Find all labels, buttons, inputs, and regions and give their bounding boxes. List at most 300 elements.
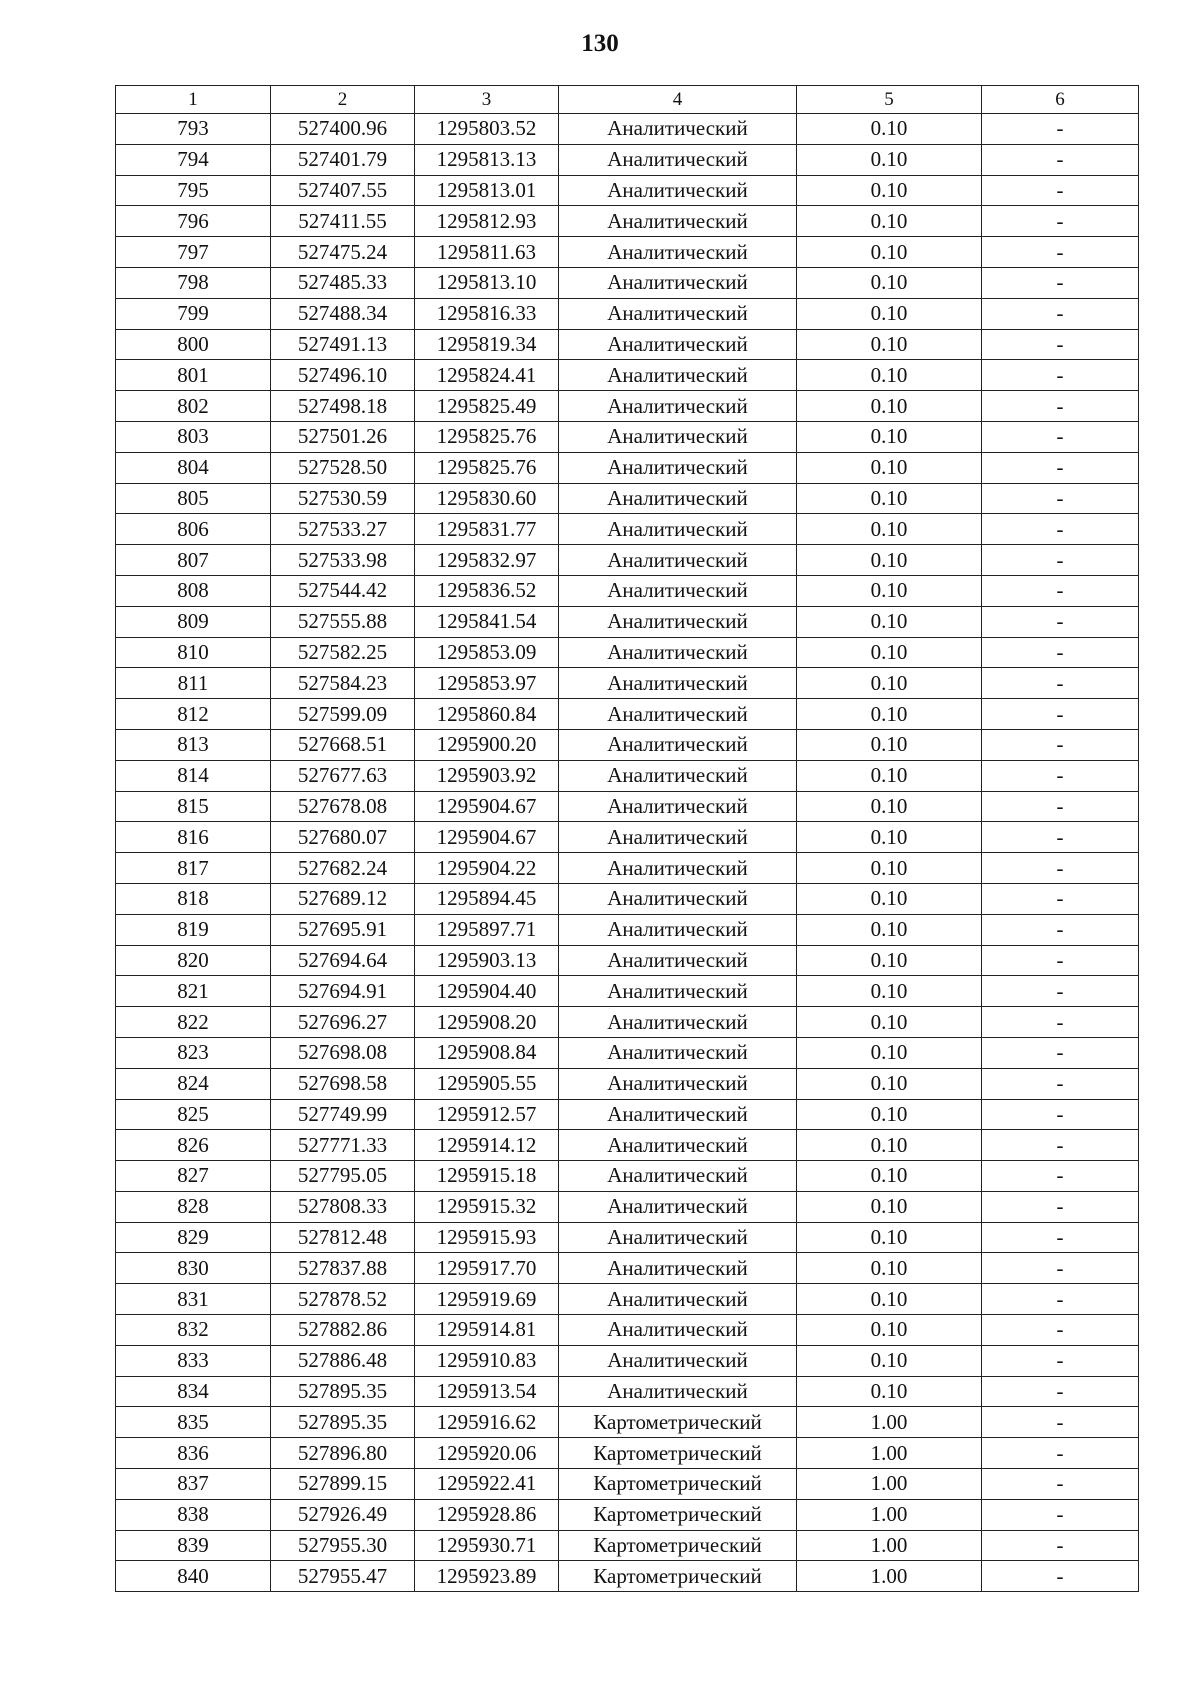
table-row bbox=[116, 114, 1139, 145]
note-cell: - bbox=[982, 1068, 1139, 1099]
method-cell: Аналитический bbox=[559, 668, 797, 699]
column-header: 2 bbox=[271, 86, 415, 114]
accuracy-cell: 0.10 bbox=[797, 1130, 982, 1161]
table-row bbox=[116, 853, 1139, 884]
method-cell: Картометрический bbox=[559, 1561, 797, 1592]
x-coordinate-cell: 527680.07 bbox=[271, 822, 415, 853]
table-row bbox=[116, 1253, 1139, 1284]
note-cell: - bbox=[982, 945, 1139, 976]
point-number-cell: 839 bbox=[116, 1530, 271, 1561]
note-cell: - bbox=[982, 1007, 1139, 1038]
x-coordinate-cell: 527837.88 bbox=[271, 1253, 415, 1284]
point-number-cell: 800 bbox=[116, 329, 271, 360]
table-row bbox=[116, 545, 1139, 576]
table-row bbox=[116, 791, 1139, 822]
y-coordinate-cell: 1295816.33 bbox=[415, 298, 559, 329]
table-row bbox=[116, 1037, 1139, 1068]
y-coordinate-cell: 1295894.45 bbox=[415, 883, 559, 914]
column-header: 5 bbox=[797, 86, 982, 114]
method-cell: Аналитический bbox=[559, 1099, 797, 1130]
x-coordinate-cell: 527895.35 bbox=[271, 1407, 415, 1438]
table-row bbox=[116, 1161, 1139, 1192]
point-number-cell: 805 bbox=[116, 483, 271, 514]
note-cell: - bbox=[982, 606, 1139, 637]
point-number-cell: 833 bbox=[116, 1345, 271, 1376]
y-coordinate-cell: 1295930.71 bbox=[415, 1530, 559, 1561]
point-number-cell: 817 bbox=[116, 853, 271, 884]
y-coordinate-cell: 1295914.12 bbox=[415, 1130, 559, 1161]
point-number-cell: 836 bbox=[116, 1438, 271, 1469]
point-number-cell: 804 bbox=[116, 452, 271, 483]
table-row bbox=[116, 1438, 1139, 1469]
table-row bbox=[116, 1284, 1139, 1315]
table-row bbox=[116, 976, 1139, 1007]
y-coordinate-cell: 1295912.57 bbox=[415, 1099, 559, 1130]
method-cell: Аналитический bbox=[559, 391, 797, 422]
point-number-cell: 821 bbox=[116, 976, 271, 1007]
y-coordinate-cell: 1295811.63 bbox=[415, 237, 559, 268]
point-number-cell: 806 bbox=[116, 514, 271, 545]
table-row bbox=[116, 729, 1139, 760]
accuracy-cell: 0.10 bbox=[797, 1161, 982, 1192]
y-coordinate-cell: 1295905.55 bbox=[415, 1068, 559, 1099]
y-coordinate-cell: 1295900.20 bbox=[415, 729, 559, 760]
accuracy-cell: 0.10 bbox=[797, 1376, 982, 1407]
note-cell: - bbox=[982, 1284, 1139, 1315]
method-cell: Картометрический bbox=[559, 1407, 797, 1438]
table-row bbox=[116, 360, 1139, 391]
table-row bbox=[116, 1191, 1139, 1222]
accuracy-cell: 0.10 bbox=[797, 1007, 982, 1038]
table-row bbox=[116, 606, 1139, 637]
point-number-cell: 807 bbox=[116, 545, 271, 576]
y-coordinate-cell: 1295813.13 bbox=[415, 144, 559, 175]
method-cell: Аналитический bbox=[559, 1376, 797, 1407]
table-row bbox=[116, 1376, 1139, 1407]
accuracy-cell: 0.10 bbox=[797, 483, 982, 514]
table-row bbox=[116, 144, 1139, 175]
note-cell: - bbox=[982, 1222, 1139, 1253]
note-cell: - bbox=[982, 114, 1139, 145]
accuracy-cell: 1.00 bbox=[797, 1407, 982, 1438]
x-coordinate-cell: 527896.80 bbox=[271, 1438, 415, 1469]
x-coordinate-cell: 527682.24 bbox=[271, 853, 415, 884]
note-cell: - bbox=[982, 175, 1139, 206]
point-number-cell: 829 bbox=[116, 1222, 271, 1253]
note-cell: - bbox=[982, 1561, 1139, 1592]
x-coordinate-cell: 527599.09 bbox=[271, 699, 415, 730]
table-row bbox=[116, 1469, 1139, 1500]
note-cell: - bbox=[982, 637, 1139, 668]
accuracy-cell: 0.10 bbox=[797, 237, 982, 268]
method-cell: Аналитический bbox=[559, 1345, 797, 1376]
y-coordinate-cell: 1295853.97 bbox=[415, 668, 559, 699]
y-coordinate-cell: 1295803.52 bbox=[415, 114, 559, 145]
y-coordinate-cell: 1295904.40 bbox=[415, 976, 559, 1007]
x-coordinate-cell: 527698.58 bbox=[271, 1068, 415, 1099]
x-coordinate-cell: 527882.86 bbox=[271, 1315, 415, 1346]
x-coordinate-cell: 527795.05 bbox=[271, 1161, 415, 1192]
y-coordinate-cell: 1295920.06 bbox=[415, 1438, 559, 1469]
accuracy-cell: 0.10 bbox=[797, 391, 982, 422]
method-cell: Аналитический bbox=[559, 791, 797, 822]
accuracy-cell: 0.10 bbox=[797, 760, 982, 791]
table-row bbox=[116, 483, 1139, 514]
table-row bbox=[116, 1130, 1139, 1161]
accuracy-cell: 0.10 bbox=[797, 699, 982, 730]
accuracy-cell: 0.10 bbox=[797, 1222, 982, 1253]
note-cell: - bbox=[982, 421, 1139, 452]
y-coordinate-cell: 1295917.70 bbox=[415, 1253, 559, 1284]
note-cell: - bbox=[982, 1469, 1139, 1500]
method-cell: Аналитический bbox=[559, 914, 797, 945]
y-coordinate-cell: 1295812.93 bbox=[415, 206, 559, 237]
table-row bbox=[116, 391, 1139, 422]
y-coordinate-cell: 1295841.54 bbox=[415, 606, 559, 637]
point-number-cell: 799 bbox=[116, 298, 271, 329]
y-coordinate-cell: 1295825.49 bbox=[415, 391, 559, 422]
method-cell: Аналитический bbox=[559, 575, 797, 606]
method-cell: Аналитический bbox=[559, 1037, 797, 1068]
note-cell: - bbox=[982, 822, 1139, 853]
method-cell: Аналитический bbox=[559, 1284, 797, 1315]
y-coordinate-cell: 1295914.81 bbox=[415, 1315, 559, 1346]
y-coordinate-cell: 1295928.86 bbox=[415, 1499, 559, 1530]
method-cell: Аналитический bbox=[559, 1007, 797, 1038]
table-row bbox=[116, 945, 1139, 976]
x-coordinate-cell: 527498.18 bbox=[271, 391, 415, 422]
method-cell: Картометрический bbox=[559, 1469, 797, 1500]
point-number-cell: 809 bbox=[116, 606, 271, 637]
note-cell: - bbox=[982, 1161, 1139, 1192]
accuracy-cell: 1.00 bbox=[797, 1561, 982, 1592]
note-cell: - bbox=[982, 237, 1139, 268]
note-cell: - bbox=[982, 699, 1139, 730]
x-coordinate-cell: 527584.23 bbox=[271, 668, 415, 699]
point-number-cell: 793 bbox=[116, 114, 271, 145]
method-cell: Аналитический bbox=[559, 606, 797, 637]
note-cell: - bbox=[982, 760, 1139, 791]
y-coordinate-cell: 1295860.84 bbox=[415, 699, 559, 730]
method-cell: Аналитический bbox=[559, 483, 797, 514]
x-coordinate-cell: 527698.08 bbox=[271, 1037, 415, 1068]
note-cell: - bbox=[982, 514, 1139, 545]
x-coordinate-cell: 527771.33 bbox=[271, 1130, 415, 1161]
accuracy-cell: 0.10 bbox=[797, 883, 982, 914]
point-number-cell: 831 bbox=[116, 1284, 271, 1315]
y-coordinate-cell: 1295853.09 bbox=[415, 637, 559, 668]
method-cell: Аналитический bbox=[559, 1253, 797, 1284]
y-coordinate-cell: 1295830.60 bbox=[415, 483, 559, 514]
table-row bbox=[116, 760, 1139, 791]
accuracy-cell: 0.10 bbox=[797, 914, 982, 945]
x-coordinate-cell: 527955.30 bbox=[271, 1530, 415, 1561]
point-number-cell: 825 bbox=[116, 1099, 271, 1130]
accuracy-cell: 0.10 bbox=[797, 1345, 982, 1376]
y-coordinate-cell: 1295813.01 bbox=[415, 175, 559, 206]
y-coordinate-cell: 1295908.84 bbox=[415, 1037, 559, 1068]
x-coordinate-cell: 527400.96 bbox=[271, 114, 415, 145]
table-row bbox=[116, 637, 1139, 668]
point-number-cell: 803 bbox=[116, 421, 271, 452]
note-cell: - bbox=[982, 729, 1139, 760]
x-coordinate-cell: 527530.59 bbox=[271, 483, 415, 514]
note-cell: - bbox=[982, 883, 1139, 914]
accuracy-cell: 0.10 bbox=[797, 329, 982, 360]
point-number-cell: 811 bbox=[116, 668, 271, 699]
method-cell: Аналитический bbox=[559, 1222, 797, 1253]
accuracy-cell: 0.10 bbox=[797, 945, 982, 976]
y-coordinate-cell: 1295904.67 bbox=[415, 791, 559, 822]
table-row bbox=[116, 1561, 1139, 1592]
accuracy-cell: 0.10 bbox=[797, 1315, 982, 1346]
y-coordinate-cell: 1295904.67 bbox=[415, 822, 559, 853]
note-cell: - bbox=[982, 1037, 1139, 1068]
accuracy-cell: 0.10 bbox=[797, 114, 982, 145]
x-coordinate-cell: 527689.12 bbox=[271, 883, 415, 914]
note-cell: - bbox=[982, 1253, 1139, 1284]
table-row bbox=[116, 1099, 1139, 1130]
table-row bbox=[116, 298, 1139, 329]
column-header: 3 bbox=[415, 86, 559, 114]
y-coordinate-cell: 1295915.32 bbox=[415, 1191, 559, 1222]
x-coordinate-cell: 527533.98 bbox=[271, 545, 415, 576]
point-number-cell: 815 bbox=[116, 791, 271, 822]
table-row bbox=[116, 452, 1139, 483]
y-coordinate-cell: 1295915.93 bbox=[415, 1222, 559, 1253]
point-number-cell: 814 bbox=[116, 760, 271, 791]
y-coordinate-cell: 1295915.18 bbox=[415, 1161, 559, 1192]
note-cell: - bbox=[982, 545, 1139, 576]
x-coordinate-cell: 527677.63 bbox=[271, 760, 415, 791]
method-cell: Аналитический bbox=[559, 237, 797, 268]
note-cell: - bbox=[982, 668, 1139, 699]
note-cell: - bbox=[982, 1530, 1139, 1561]
point-number-cell: 798 bbox=[116, 267, 271, 298]
point-number-cell: 819 bbox=[116, 914, 271, 945]
x-coordinate-cell: 527808.33 bbox=[271, 1191, 415, 1222]
accuracy-cell: 0.10 bbox=[797, 606, 982, 637]
accuracy-cell: 0.10 bbox=[797, 421, 982, 452]
table-row bbox=[116, 699, 1139, 730]
note-cell: - bbox=[982, 791, 1139, 822]
column-header: 4 bbox=[559, 86, 797, 114]
page-number: 130 bbox=[581, 30, 619, 57]
method-cell: Аналитический bbox=[559, 514, 797, 545]
point-number-cell: 808 bbox=[116, 575, 271, 606]
point-number-cell: 797 bbox=[116, 237, 271, 268]
note-cell: - bbox=[982, 391, 1139, 422]
note-cell: - bbox=[982, 575, 1139, 606]
y-coordinate-cell: 1295910.83 bbox=[415, 1345, 559, 1376]
x-coordinate-cell: 527488.34 bbox=[271, 298, 415, 329]
point-number-cell: 794 bbox=[116, 144, 271, 175]
x-coordinate-cell: 527491.13 bbox=[271, 329, 415, 360]
table-row bbox=[116, 1007, 1139, 1038]
accuracy-cell: 0.10 bbox=[797, 360, 982, 391]
method-cell: Аналитический bbox=[559, 1161, 797, 1192]
note-cell: - bbox=[982, 483, 1139, 514]
method-cell: Аналитический bbox=[559, 1130, 797, 1161]
x-coordinate-cell: 527496.10 bbox=[271, 360, 415, 391]
table-row bbox=[116, 1345, 1139, 1376]
accuracy-cell: 0.10 bbox=[797, 1253, 982, 1284]
y-coordinate-cell: 1295913.54 bbox=[415, 1376, 559, 1407]
accuracy-cell: 0.10 bbox=[797, 853, 982, 884]
method-cell: Аналитический bbox=[559, 545, 797, 576]
accuracy-cell: 1.00 bbox=[797, 1469, 982, 1500]
method-cell: Картометрический bbox=[559, 1499, 797, 1530]
method-cell: Аналитический bbox=[559, 175, 797, 206]
y-coordinate-cell: 1295903.13 bbox=[415, 945, 559, 976]
method-cell: Аналитический bbox=[559, 114, 797, 145]
point-number-cell: 823 bbox=[116, 1037, 271, 1068]
y-coordinate-cell: 1295923.89 bbox=[415, 1561, 559, 1592]
accuracy-cell: 1.00 bbox=[797, 1499, 982, 1530]
table-row bbox=[116, 822, 1139, 853]
accuracy-cell: 0.10 bbox=[797, 791, 982, 822]
point-number-cell: 818 bbox=[116, 883, 271, 914]
method-cell: Аналитический bbox=[559, 267, 797, 298]
point-number-cell: 826 bbox=[116, 1130, 271, 1161]
accuracy-cell: 0.10 bbox=[797, 976, 982, 1007]
y-coordinate-cell: 1295813.10 bbox=[415, 267, 559, 298]
x-coordinate-cell: 527582.25 bbox=[271, 637, 415, 668]
x-coordinate-cell: 527475.24 bbox=[271, 237, 415, 268]
note-cell: - bbox=[982, 1438, 1139, 1469]
x-coordinate-cell: 527694.91 bbox=[271, 976, 415, 1007]
table-row bbox=[116, 668, 1139, 699]
x-coordinate-cell: 527501.26 bbox=[271, 421, 415, 452]
accuracy-cell: 0.10 bbox=[797, 175, 982, 206]
method-cell: Аналитический bbox=[559, 298, 797, 329]
x-coordinate-cell: 527696.27 bbox=[271, 1007, 415, 1038]
y-coordinate-cell: 1295831.77 bbox=[415, 514, 559, 545]
note-cell: - bbox=[982, 976, 1139, 1007]
method-cell: Аналитический bbox=[559, 206, 797, 237]
accuracy-cell: 0.10 bbox=[797, 144, 982, 175]
x-coordinate-cell: 527407.55 bbox=[271, 175, 415, 206]
x-coordinate-cell: 527485.33 bbox=[271, 267, 415, 298]
accuracy-cell: 0.10 bbox=[797, 1191, 982, 1222]
y-coordinate-cell: 1295836.52 bbox=[415, 575, 559, 606]
method-cell: Аналитический bbox=[559, 1191, 797, 1222]
table-row bbox=[116, 514, 1139, 545]
table-row bbox=[116, 1407, 1139, 1438]
y-coordinate-cell: 1295903.92 bbox=[415, 760, 559, 791]
x-coordinate-cell: 527411.55 bbox=[271, 206, 415, 237]
method-cell: Аналитический bbox=[559, 144, 797, 175]
table-row bbox=[116, 883, 1139, 914]
x-coordinate-cell: 527694.64 bbox=[271, 945, 415, 976]
point-number-cell: 838 bbox=[116, 1499, 271, 1530]
note-cell: - bbox=[982, 267, 1139, 298]
y-coordinate-cell: 1295897.71 bbox=[415, 914, 559, 945]
x-coordinate-cell: 527749.99 bbox=[271, 1099, 415, 1130]
y-coordinate-cell: 1295908.20 bbox=[415, 1007, 559, 1038]
point-number-cell: 835 bbox=[116, 1407, 271, 1438]
x-coordinate-cell: 527528.50 bbox=[271, 452, 415, 483]
accuracy-cell: 1.00 bbox=[797, 1438, 982, 1469]
method-cell: Аналитический bbox=[559, 421, 797, 452]
table-row bbox=[116, 914, 1139, 945]
x-coordinate-cell: 527695.91 bbox=[271, 914, 415, 945]
note-cell: - bbox=[982, 1499, 1139, 1530]
point-number-cell: 816 bbox=[116, 822, 271, 853]
table-body bbox=[116, 114, 1139, 1592]
point-number-cell: 820 bbox=[116, 945, 271, 976]
method-cell: Аналитический bbox=[559, 883, 797, 914]
accuracy-cell: 0.10 bbox=[797, 545, 982, 576]
accuracy-cell: 0.10 bbox=[797, 1284, 982, 1315]
note-cell: - bbox=[982, 853, 1139, 884]
accuracy-cell: 0.10 bbox=[797, 1068, 982, 1099]
point-number-cell: 824 bbox=[116, 1068, 271, 1099]
point-number-cell: 834 bbox=[116, 1376, 271, 1407]
table-row bbox=[116, 1068, 1139, 1099]
note-cell: - bbox=[982, 914, 1139, 945]
accuracy-cell: 0.10 bbox=[797, 575, 982, 606]
method-cell: Аналитический bbox=[559, 329, 797, 360]
y-coordinate-cell: 1295904.22 bbox=[415, 853, 559, 884]
y-coordinate-cell: 1295825.76 bbox=[415, 421, 559, 452]
x-coordinate-cell: 527812.48 bbox=[271, 1222, 415, 1253]
column-header: 1 bbox=[116, 86, 271, 114]
y-coordinate-cell: 1295824.41 bbox=[415, 360, 559, 391]
method-cell: Аналитический bbox=[559, 699, 797, 730]
method-cell: Аналитический bbox=[559, 637, 797, 668]
note-cell: - bbox=[982, 144, 1139, 175]
table-row bbox=[116, 329, 1139, 360]
note-cell: - bbox=[982, 1191, 1139, 1222]
point-number-cell: 832 bbox=[116, 1315, 271, 1346]
note-cell: - bbox=[982, 1130, 1139, 1161]
point-number-cell: 822 bbox=[116, 1007, 271, 1038]
table-row bbox=[116, 175, 1139, 206]
accuracy-cell: 0.10 bbox=[797, 1037, 982, 1068]
point-number-cell: 801 bbox=[116, 360, 271, 391]
method-cell: Картометрический bbox=[559, 1530, 797, 1561]
y-coordinate-cell: 1295916.62 bbox=[415, 1407, 559, 1438]
method-cell: Аналитический bbox=[559, 729, 797, 760]
table-row bbox=[116, 206, 1139, 237]
method-cell: Аналитический bbox=[559, 452, 797, 483]
accuracy-cell: 0.10 bbox=[797, 729, 982, 760]
column-header: 6 bbox=[982, 86, 1139, 114]
x-coordinate-cell: 527926.49 bbox=[271, 1499, 415, 1530]
note-cell: - bbox=[982, 360, 1139, 391]
point-number-cell: 795 bbox=[116, 175, 271, 206]
x-coordinate-cell: 527886.48 bbox=[271, 1345, 415, 1376]
x-coordinate-cell: 527401.79 bbox=[271, 144, 415, 175]
header-row bbox=[116, 86, 1139, 114]
y-coordinate-cell: 1295922.41 bbox=[415, 1469, 559, 1500]
y-coordinate-cell: 1295825.76 bbox=[415, 452, 559, 483]
x-coordinate-cell: 527878.52 bbox=[271, 1284, 415, 1315]
table-row bbox=[116, 237, 1139, 268]
accuracy-cell: 0.10 bbox=[797, 668, 982, 699]
accuracy-cell: 0.10 bbox=[797, 637, 982, 668]
accuracy-cell: 1.00 bbox=[797, 1530, 982, 1561]
point-number-cell: 802 bbox=[116, 391, 271, 422]
point-number-cell: 812 bbox=[116, 699, 271, 730]
note-cell: - bbox=[982, 1345, 1139, 1376]
x-coordinate-cell: 527533.27 bbox=[271, 514, 415, 545]
note-cell: - bbox=[982, 452, 1139, 483]
y-coordinate-cell: 1295832.97 bbox=[415, 545, 559, 576]
method-cell: Аналитический bbox=[559, 853, 797, 884]
note-cell: - bbox=[982, 298, 1139, 329]
